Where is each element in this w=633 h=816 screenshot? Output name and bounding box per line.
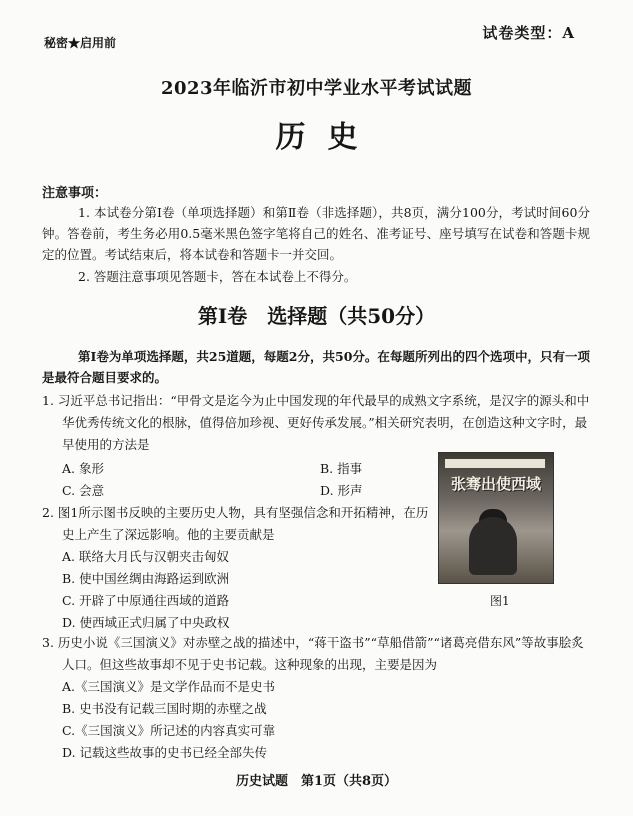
question-2-option-d: D. 使西域正式归属了中央政权 bbox=[62, 615, 230, 630]
section-title: 第Ⅰ卷 选择题（共50分） bbox=[197, 304, 436, 328]
question-3-option-a: A.《三国演义》是文学作品而不是史书 bbox=[62, 679, 276, 694]
question-2-option-c: C. 开辟了中原通往西域的道路 bbox=[62, 593, 230, 608]
figure-label: 图1 bbox=[490, 594, 510, 608]
question-3-option-c: C.《三国演义》所记述的内容真实可靠 bbox=[62, 723, 276, 738]
question-3-option-b: B. 史书没有记载三国时期的赤壁之战 bbox=[62, 701, 267, 716]
paper-type: 试卷类型：A bbox=[482, 24, 575, 42]
question-3-stem: 3. 历史小说《三国演义》对赤壁之战的描述中，“蒋干盗书”“草船借箭”“诸葛亮借东风”等故事脍炙人口。但这些故事却不见于史书记载。这种现象的出现，主要是因为 bbox=[42, 635, 584, 672]
question-2-stem: 2. 图1所示图书反映的主要历史人物，具有坚强信念和开拓精神，在历史上产生了深远影响。他的主要贡献是 bbox=[42, 505, 429, 542]
question-2-option-b: B. 使中国丝绸由海路运到欧洲 bbox=[62, 571, 230, 586]
note-item-1: 1. 本试卷分第Ⅰ卷（单项选择题）和第Ⅱ卷（非选择题），共8页，满分100分，考试时间60分钟。答卷前，考生务必用0.5毫米黑色签字笔将自己的姓名、准考证号、座号填写在试卷和答题卡规定的位置。考试结束后，将本试卷和答题卡一并交回。 bbox=[42, 205, 590, 262]
page-footer: 历史试题 第1页（共8页） bbox=[235, 774, 398, 789]
question-3-option-d: D. 记载这些故事的史书已经全部失传 bbox=[62, 745, 268, 760]
section-intro: 第Ⅰ卷为单项选择题，共25道题，每题2分，共50分。在每题所列出的四个选项中，只有一项是最符合题目要求的。 bbox=[42, 349, 590, 385]
exam-title: 2023年临沂市初中学业水平考试试题 bbox=[160, 78, 473, 99]
question-1 bbox=[42, 390, 590, 456]
question-3 bbox=[42, 632, 590, 676]
figure-person bbox=[469, 517, 517, 575]
confidential-mark: 秘密★启用前 bbox=[44, 36, 117, 50]
question-1-option-d: D. 形声 bbox=[320, 483, 363, 498]
question-1-stem: 1. 习近平总书记指出：“甲骨文是迄今为止中国发现的年代最早的成熟文字系统，是汉字的源头和中华优秀传统文化的根脉，值得倍加珍视、更好传承发展。”相关研究表明，在创造这种文字时，最早使用的方法是 bbox=[42, 393, 590, 452]
notes-heading: 注意事项： bbox=[42, 186, 108, 201]
book-cover-image bbox=[438, 452, 554, 584]
question-1-option-c: C. 会意 bbox=[62, 483, 105, 498]
cover-title: 张骞出使西域 bbox=[451, 475, 542, 493]
question-2 bbox=[42, 502, 432, 546]
cover-band bbox=[445, 459, 545, 468]
question-2-option-a: A. 联络大月氏与汉朝夹击匈奴 bbox=[62, 549, 229, 564]
note-item-2: 2. 答题注意事项见答题卡，答在本试卷上不得分。 bbox=[78, 269, 357, 284]
subject-title: 历史 bbox=[275, 120, 380, 155]
question-1-option-a: A. 象形 bbox=[62, 461, 104, 476]
question-1-option-b: B. 指事 bbox=[320, 461, 363, 476]
